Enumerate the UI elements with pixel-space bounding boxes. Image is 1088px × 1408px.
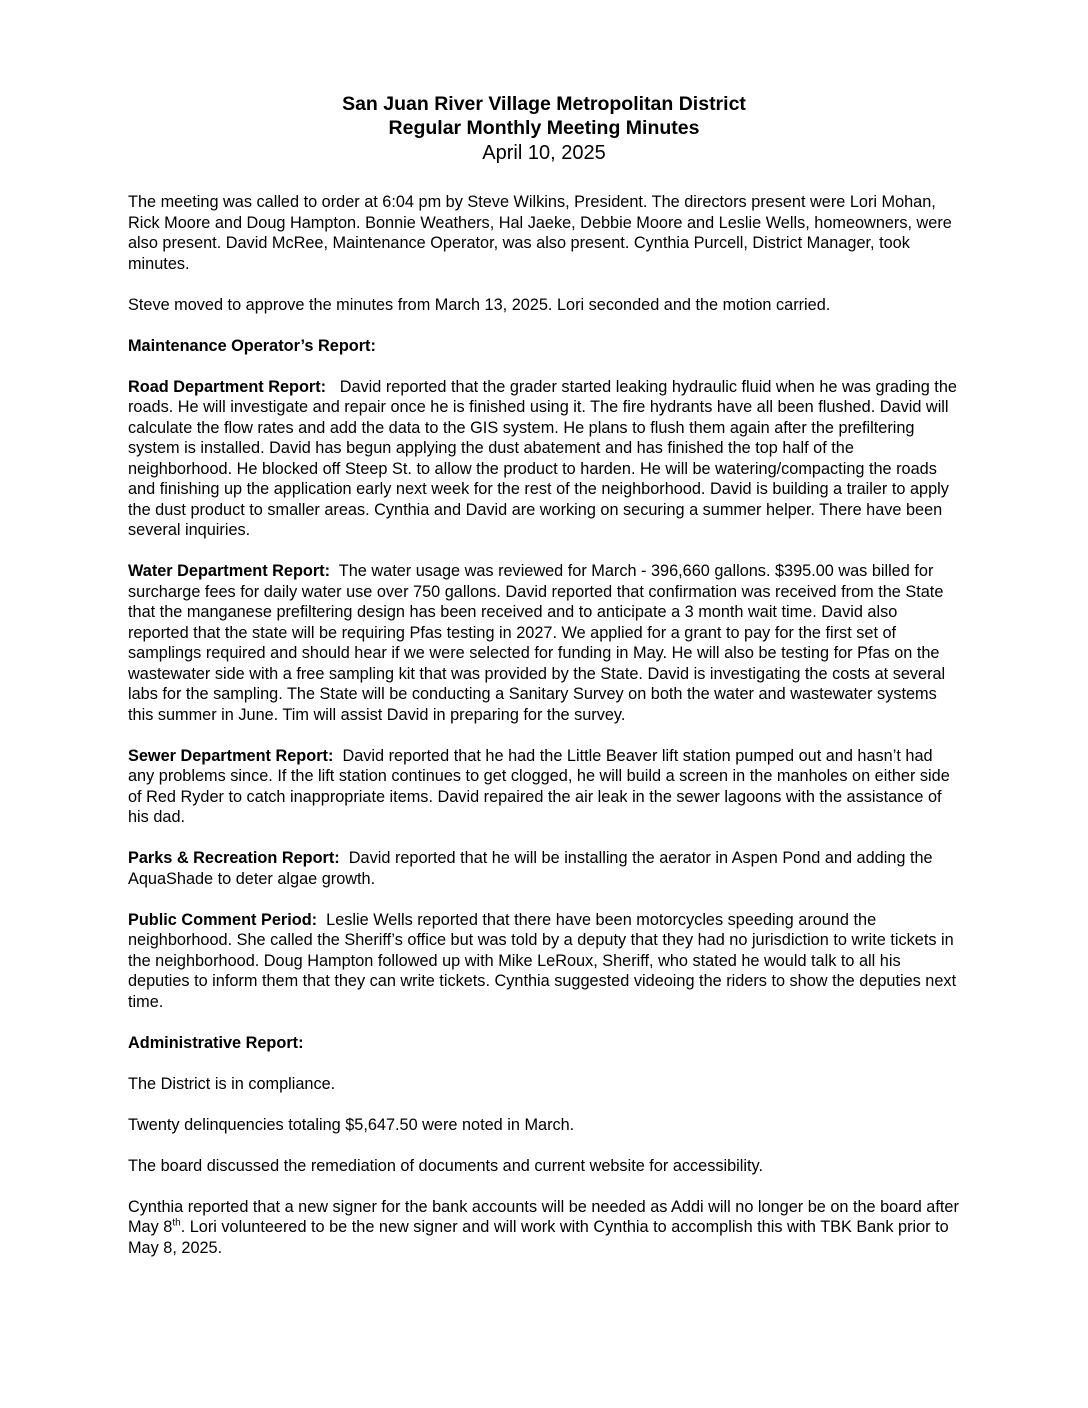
public-comment-text: Leslie Wells reported that there have been motorcycles speeding around the neighborhood. She called the Sheriff’s office but was told by a deputy that they had no jurisdiction to write tickets in the neighborhood. Doug Hampton followed up with Mike LeRoux, Sheriff, who stated he would talk to all his deputies to inform them that they can write tickets. Cynthia suggested videoing the riders to show the deputies next time. [128,910,957,1011]
compliance-paragraph: The District is in compliance. [128,1074,336,1093]
meeting-date: April 10, 2025 [482,142,606,164]
call-to-order-paragraph: The meeting was called to order at 6:04 pm by Steve Wilkins, President. The directors present were Lori Mohan, Rick Moore and Doug Hampton. Bonnie Weathers, Hal Jaeke, Debbie Moore and Leslie Wells, homeowners, were also present. David McRee, Maintenance Operator, was also present. Cynthia Purcell, District Manager, took minutes. [128,193,952,273]
bank-signer-paragraph [128,1197,960,1259]
sewer-department-heading: Sewer Department Report: [128,746,334,765]
public-comment-heading: Public Comment Period: [128,910,318,929]
road-department-text: David reported that the grader started leaking hydraulic fluid when he was grading the roads. He will investigate and repair once he is finished using it. The fire hydrants have all been flushed. David will calculate the flow rates and add the data to the GIS system. He plans to flush them again after the prefiltering system is installed. David has begun applying the dust abatement and has finished the top half of the neighborhood. He blocked off Steep St. to allow the product to harden. He will be watering/compacting the roads and finishing up the application early next week for the rest of the neighborhood. David is building a trailer to apply the dust product to smaller areas. Cynthia and David are working on securing a summer helper. There have been several inquiries. [128,377,957,539]
water-department-section [128,561,960,725]
road-department-section [128,377,960,541]
public-comment-section [128,910,960,1013]
minutes-document [128,92,960,1279]
administrative-report-heading: Administrative Report: [128,1033,304,1052]
minutes-approval-paragraph: Steve moved to approve the minutes from March 13, 2025. Lori seconded and the motion carried. [128,295,831,314]
sewer-department-text: David reported that he had the Little Beaver lift station pumped out and hasn’t had any problems since. If the lift station continues to get clogged, he will build a screen in the manholes on either side of Red Ryder to catch inappropriate items. David repaired the air leak in the sewer lagoons with the assistance of his dad. [128,746,950,826]
sewer-department-section [128,746,960,828]
delinquencies-paragraph: Twenty delinquencies totaling $5,647.50 were noted in March. [128,1115,575,1134]
document-header [128,92,960,166]
remediation-paragraph: The board discussed the remediation of documents and current website for accessibility. [128,1156,763,1175]
bank-signer-text-2: . Lori volunteered to be the new signer and will work with Cynthia to accomplish this with TBK Bank prior to May 8, 2025. [128,1218,949,1257]
maintenance-report-heading: Maintenance Operator’s Report: [128,336,376,355]
water-department-heading: Water Department Report: [128,562,331,580]
ordinal-suffix: th [172,1217,181,1229]
document-title: Regular Monthly Meeting Minutes [388,117,700,139]
bank-signer-text-1: Cynthia reported that a new signer for the bank accounts will be needed as Addi will no longer be on the board after May 8 [128,1197,959,1236]
parks-recreation-text: David reported that he will be installing the aerator in Aspen Pond and adding the AquaShade to deter algae growth. [128,849,933,888]
parks-recreation-section [128,848,960,889]
district-name: San Juan River Village Metropolitan District [342,93,746,115]
parks-recreation-heading: Parks & Recreation Report: [128,849,340,867]
road-department-heading: Road Department Report: [128,377,327,396]
water-department-text: The water usage was reviewed for March - 396,660 gallons. $395.00 was billed for surcharge fees for daily water use over 750 gallons. David reported that confirmation was received from the State that the manganese prefiltering design has been received and to anticipate a 3 month wait time. David also reported that the state will be requiring Pfas testing in 2027. We applied for a grant to pay for the first set of samplings required and should hear if we were selected for funding in May. He will also be testing for Pfas on the wastewater side with a free sampling kit that was provided by the State. David is investigating the costs at several labs for the sampling. The State will be conducting a Sanitary Survey on both the water and wastewater systems this summer in June. Tim will assist David in preparing for the survey. [128,562,946,724]
